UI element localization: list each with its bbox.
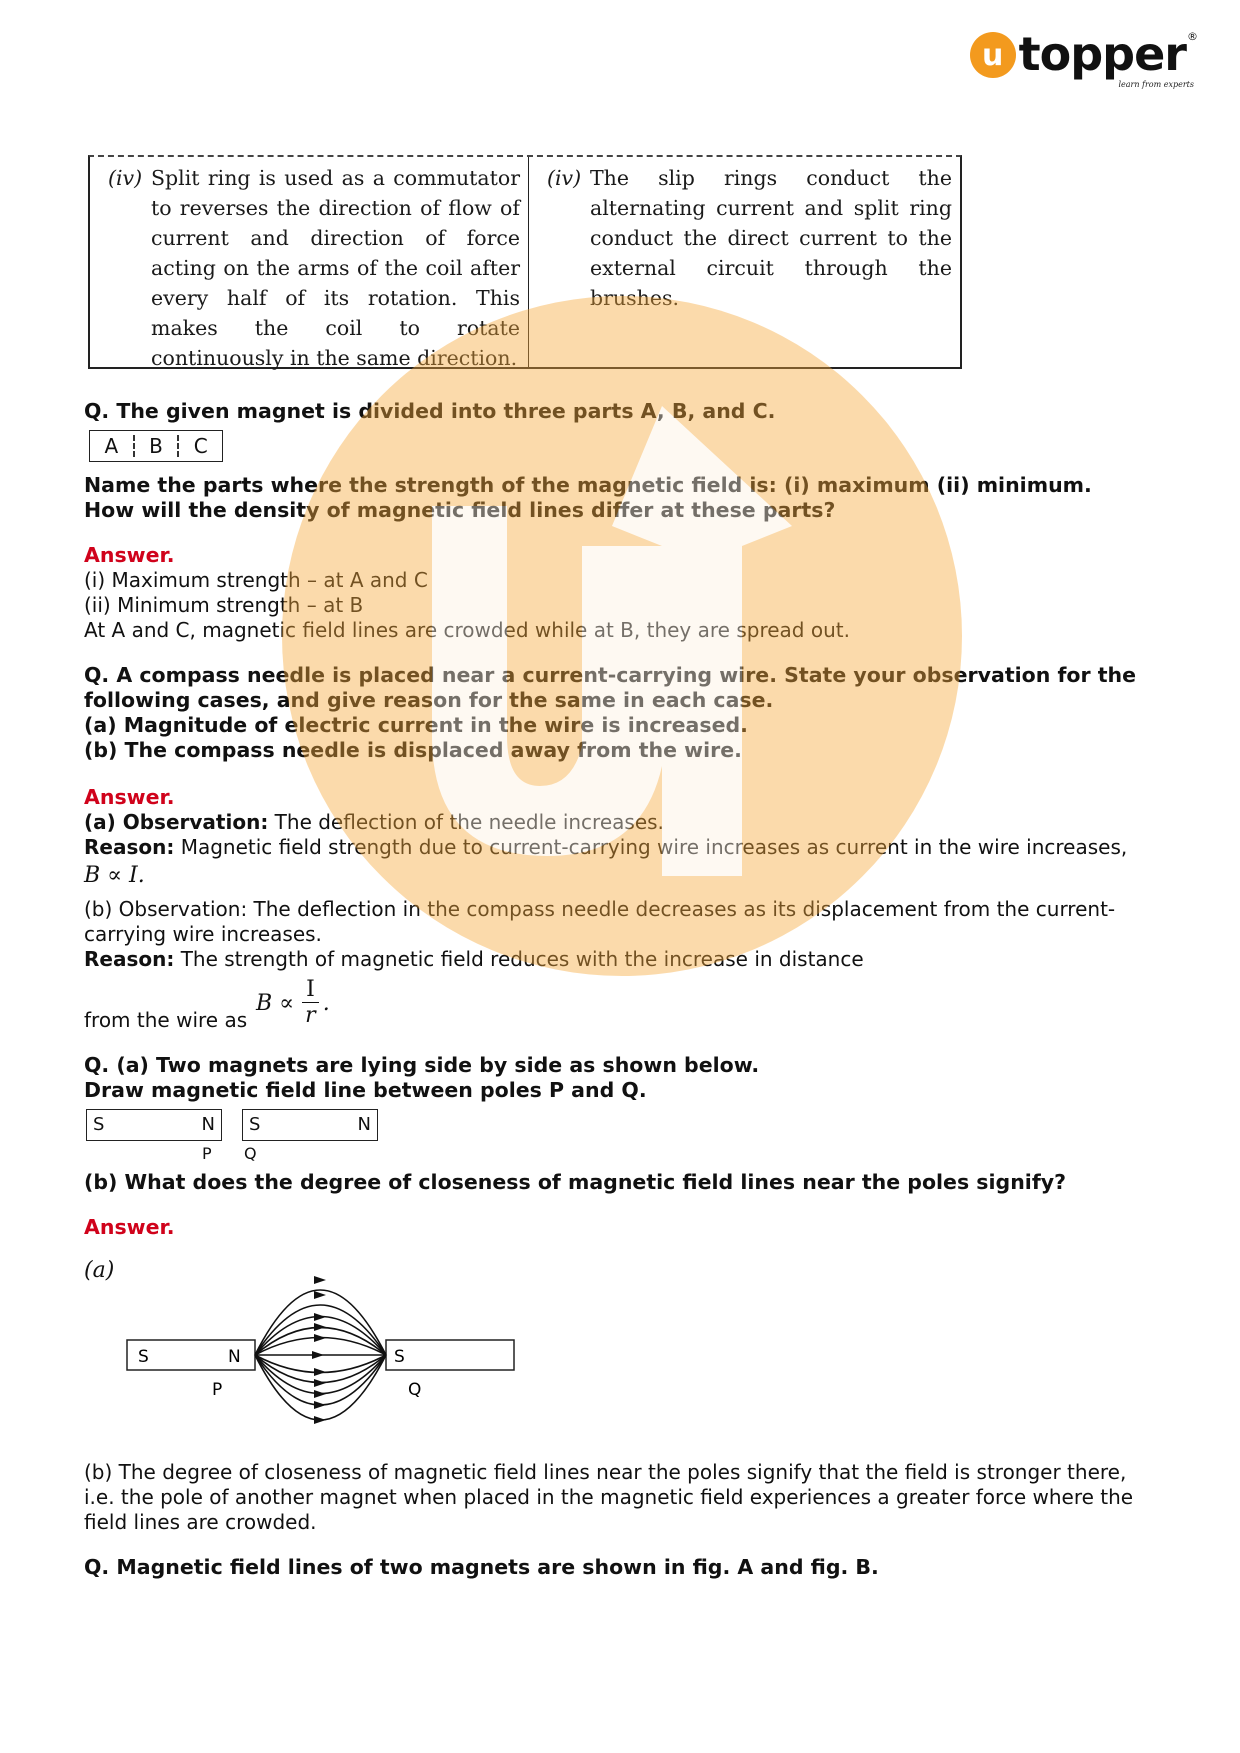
question-1-title: Q. The given magnet is divided into three parts A, B, and C. xyxy=(84,399,776,423)
formula-b-prop-i: B ∝ I. xyxy=(84,863,145,888)
answer-1-line1: (i) Maximum strength – at A and C xyxy=(84,568,428,592)
answer-2b-from-wire: from the wire as xyxy=(84,1008,248,1032)
field-lines-figure xyxy=(120,1250,520,1450)
magnet-2-south: S xyxy=(249,1114,261,1135)
question-3-line2: Draw magnetic field line between poles P and Q. xyxy=(84,1078,647,1102)
answer-1-line2: (ii) Minimum strength – at B xyxy=(84,593,364,617)
magnet-1-north: N xyxy=(201,1114,215,1135)
pole-p-label: P xyxy=(202,1144,212,1163)
formula-dot: . xyxy=(322,991,330,1016)
magnet-bar-2 xyxy=(242,1109,378,1141)
fraction-denominator: r xyxy=(305,1003,316,1028)
answer-label: Answer. xyxy=(84,543,175,567)
question-1-line2: Name the parts where the strength of the magnetic field is: (i) maximum (ii) minimum. xyxy=(84,473,1092,497)
formula-lhs: B ∝ xyxy=(256,991,295,1016)
logo-registered-mark: ® xyxy=(1187,30,1198,43)
magnet-part-a: A xyxy=(104,434,119,458)
fig-s2-label: S xyxy=(394,1347,405,1367)
field-line-down-4 xyxy=(255,1355,386,1383)
figure-a-label: (a) xyxy=(84,1258,115,1283)
magnet-right-bar xyxy=(386,1340,514,1370)
question-4-line1: Q. Magnetic field lines of two magnets are shown in fig. A and fig. B. xyxy=(84,1555,879,1579)
answer-2b-observation-line1: (b) Observation: The deflection in the compass needle decreases as its displacement from the current- xyxy=(84,897,1116,921)
question-2-line2: following cases, and give reason for the same in each case. xyxy=(84,688,774,712)
logo-name: topper xyxy=(1018,27,1186,81)
question-2-line1: Q. A compass needle is placed near a current-carrying wire. State your observation for the xyxy=(84,663,1137,687)
answer-2a-reason xyxy=(84,835,1164,861)
fig-p-label: P xyxy=(212,1380,223,1400)
question-2-line3: (a) Magnitude of electric current in the wire is increased. xyxy=(84,713,748,737)
answer-2a-observation xyxy=(84,810,1164,836)
answer-label: Answer. xyxy=(84,785,175,809)
observation-label: (a) Observation: xyxy=(84,810,269,834)
logo-tagline: learn from experts xyxy=(1118,80,1194,89)
pole-q-label: Q xyxy=(244,1144,257,1163)
fig-q-label: Q xyxy=(408,1380,422,1400)
answer-3b-line1: (b) The degree of closeness of magnetic field lines near the poles signify that the field is stronger there, xyxy=(84,1460,1127,1484)
magnet-part-c: C xyxy=(193,434,208,458)
question-3-line3: (b) What does the degree of closeness of magnetic field lines near the poles signify? xyxy=(84,1170,1066,1194)
question-2-line4: (b) The compass needle is displaced away from the wire. xyxy=(84,738,742,762)
question-1-line3: How will the density of magnetic field lines differ at these parts? xyxy=(84,498,836,522)
table-cell-right xyxy=(529,157,960,367)
reason-label: Reason: xyxy=(84,835,175,859)
logo-mark-icon: u xyxy=(970,32,1016,78)
magnet-1-south: S xyxy=(93,1114,105,1135)
magnet-part-b: B xyxy=(149,434,163,458)
row-number: (iv) xyxy=(547,166,582,190)
fraction xyxy=(302,978,319,1029)
answer-3b-line2: i.e. the pole of another magnet when placed in the magnetic field experiences a greater force where the xyxy=(84,1485,1134,1509)
field-line-down-1 xyxy=(255,1355,386,1405)
answer-1-line3: At A and C, magnetic field lines are crowded while at B, they are spread out. xyxy=(84,618,850,642)
fig-n1-label: N xyxy=(228,1347,241,1367)
answer-2b-observation-line2: carrying wire increases. xyxy=(84,922,322,946)
answer-label: Answer. xyxy=(84,1215,175,1239)
topper-logo xyxy=(970,27,1198,89)
answer-2b-reason xyxy=(84,947,1164,973)
answer-3b-line3: field lines are crowded. xyxy=(84,1510,317,1534)
magnet-2-north: N xyxy=(357,1114,371,1135)
reason-text: The strength of magnetic field reduces with the increase in distance xyxy=(174,947,864,971)
magnet-abc-diagram xyxy=(89,430,223,462)
reason-label: Reason: xyxy=(84,947,175,971)
reason-text: Magnetic field strength due to current-carrying wire increases as current in the wire increases, xyxy=(174,835,1128,859)
formula-b-prop-1-over-r xyxy=(256,978,330,1029)
field-arrows xyxy=(312,1276,326,1424)
question-3-line1: Q. (a) Two magnets are lying side by side as shown below. xyxy=(84,1053,760,1077)
observation-text: The deflection of the needle increases. xyxy=(268,810,664,834)
fraction-numerator: I xyxy=(302,978,319,1003)
row-number: (iv) xyxy=(108,166,143,190)
magnet-bar-1 xyxy=(86,1109,222,1141)
cell-text: Split ring is used as a commutator to reverses the direction of flow of current and direction of force acting on the arms of the coil after every half of its rotation. This makes the coil to rotate continuously in the same direction. xyxy=(151,166,520,370)
fig-s1-label: S xyxy=(138,1347,149,1367)
table-cell-left xyxy=(90,157,529,370)
field-line-up-4 xyxy=(255,1328,386,1356)
cell-text: The slip rings conduct the alternating current and split ring conduct the direct current to the external circuit through the brushes. xyxy=(590,166,952,310)
field-line-up-1 xyxy=(255,1305,386,1355)
comparison-table xyxy=(88,155,962,369)
